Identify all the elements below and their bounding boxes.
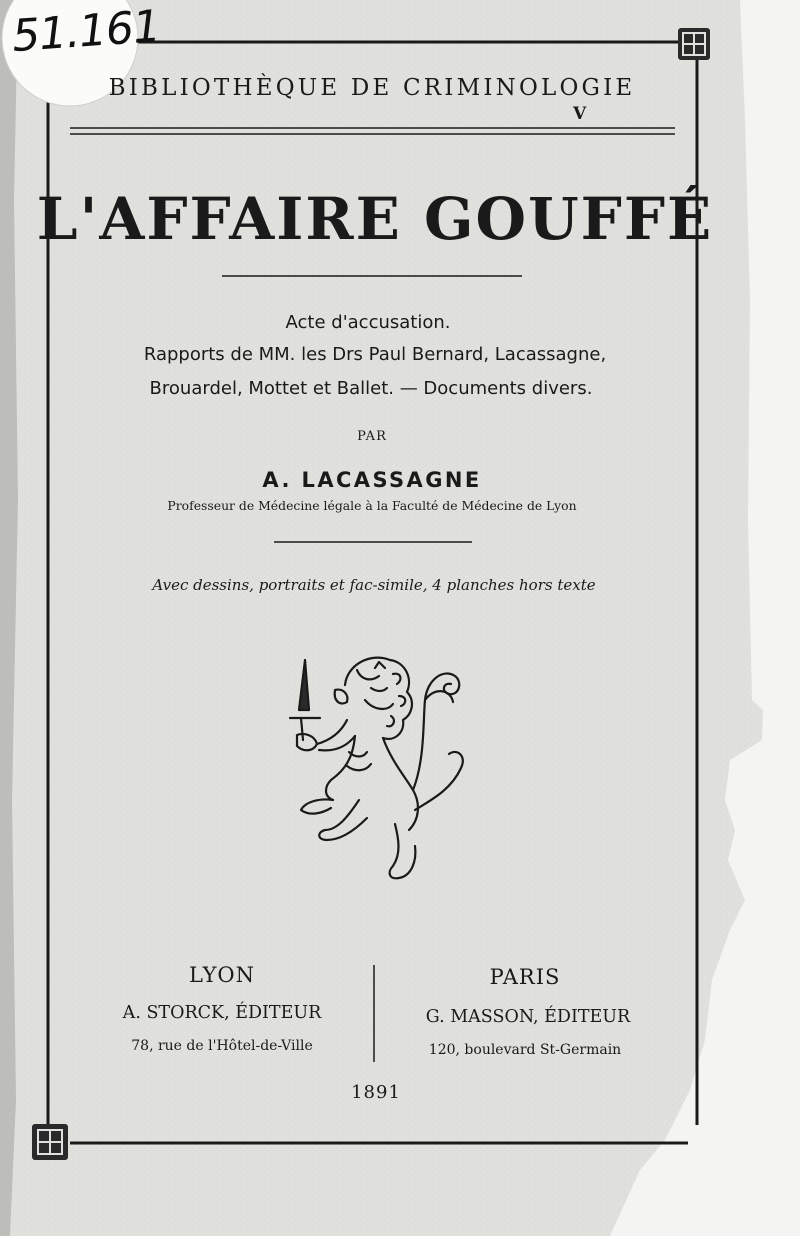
publication-year: 1891 (351, 1082, 401, 1103)
shelf-mark-number: 51.161 (10, 0, 162, 63)
subtitle-line-1: Acte d'accusation. (285, 312, 451, 333)
corner-ornament-top-right-icon (678, 28, 710, 60)
paris-address: 120, boulevard St-Germain (428, 1042, 622, 1058)
shelf-mark (0, 0, 162, 80)
paris-publisher: G. MASSON, ÉDITEUR (425, 1007, 631, 1027)
paris-city: PARIS (489, 965, 561, 989)
illustrations-note: Avec dessins, portraits et fac-simile, 4 planches hors texte (152, 576, 596, 594)
volume-number: V (573, 104, 587, 124)
subtitle-line-2: Rapports de MM. les Drs Paul Bernard, Lacassagne, (143, 344, 607, 365)
lyon-publisher: A. STORCK, ÉDITEUR (122, 1003, 322, 1023)
main-title: L'AFFAIRE GOUFFÉ (36, 185, 714, 253)
corner-ornament-bottom-left-icon (32, 1124, 68, 1160)
lyon-address: 78, rue de l'Hôtel-de-Ville (131, 1038, 313, 1054)
lion-device-icon (275, 640, 475, 890)
author-title: Professeur de Médecine légale à la Faculté de Médecine de Lyon (167, 498, 577, 513)
series-title: BIBLIOTHÈQUE DE CRIMINOLOGIE (108, 75, 636, 101)
author-name: A. LACASSAGNE (262, 468, 482, 492)
subtitle-line-3: Brouardel, Mottet et Ballet. — Documents divers. (149, 378, 593, 399)
lyon-city: LYON (188, 963, 256, 987)
by-label: PAR (357, 429, 387, 444)
